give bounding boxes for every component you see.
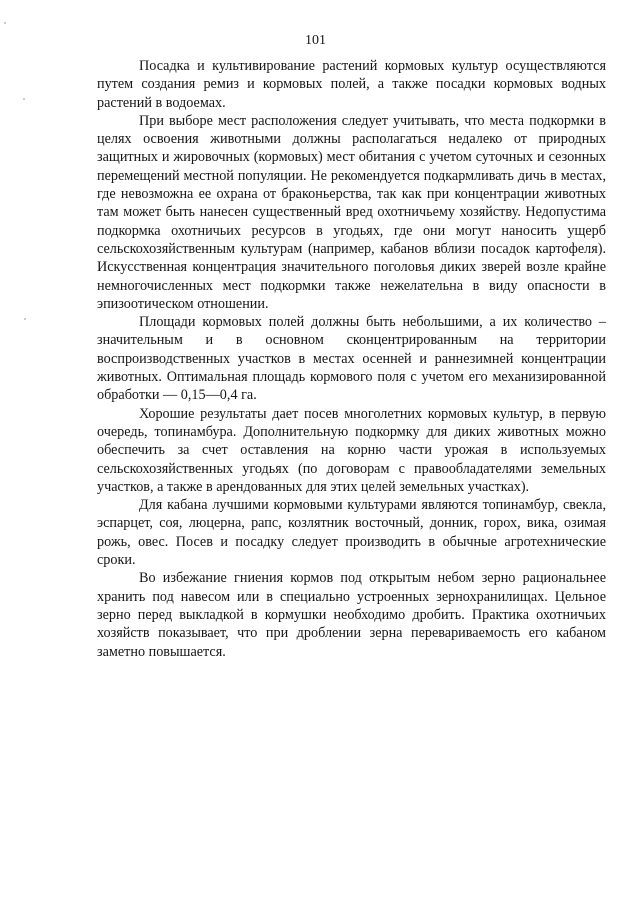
- paragraph-2: При выборе мест расположения следует учитывать, что места подкормки в целях освоения животными должны располагаться недалеко от природных защитных и жировочных (кормовых) мест обитания с учетом суточных и сезонных перемещений местной популяции. Не рекомендуется подкармливать дичь в местах, где невозможна ее охрана от браконьерства, так как при концентрации животных там может быть нанесен существенный вред охотничьему хозяйству. Недопустима подкормка охотничьих ресурсов в угодьях, где они могут наносить ущерб сельскохозяйственным культурам (например, кабанов вблизи посадок картофеля). Искусственная концентрация значительного поголовья диких зверей возле крайне немногочисленных мест подкормки также нежелательна в виду опасности в эпизоотическом отношении.: [97, 112, 606, 312]
- paragraph-5: Для кабана лучшими кормовыми культурами являются топинамбур, свекла, эспарцет, соя, люцерна, рапс, козлятник восточный, донник, горох, вика, озимая рожь, овес. Посев и посадку следует производить в обычные агротехнические сроки.: [97, 497, 606, 569]
- paragraph-3: Площади кормовых полей должны быть небольшими, а их количество – значительным и в основном сконцентрированным на территории воспроизводственных участков в местах осенней и раннезимней концентрации животных. Оптимальная площадь кормового поля с учетом его механизированной обработки — 0,15—0,4 га.: [97, 314, 606, 404]
- paragraph-1: Посадка и культивирование растений кормовых культур осуществляются путем создания ремиз и кормовых полей, а также посадки кормовых водных растений в водоемах.: [97, 58, 606, 111]
- scan-speck: [24, 318, 26, 320]
- scan-speck: [4, 22, 6, 24]
- paragraph-6: Во избежание гниения кормов под открытым небом зерно рациональнее хранить под навесом или в специально устроенных зернохранилищах. Цельное зерно перед выкладкой в кормушки необходимо дробить. Практика охотничьих хозяйств показывает, что при дроблении зерна перевариваемость его кабаном заметно повышается.: [97, 570, 606, 660]
- page-number: 101: [305, 33, 326, 48]
- document-body: [97, 57, 606, 661]
- paragraph-4: Хорошие результаты дает посев многолетних кормовых культур, в первую очередь, топинамбура. Дополнительную подкормку для диких животных можно обеспечить за счет оставления на корню части урожая в используемых сельскохозяйственных угодьях (по договорам с правообладателями земельных участков, а также в арендованных для этих целей земельных участках).: [97, 405, 606, 495]
- scan-speck: [23, 98, 25, 100]
